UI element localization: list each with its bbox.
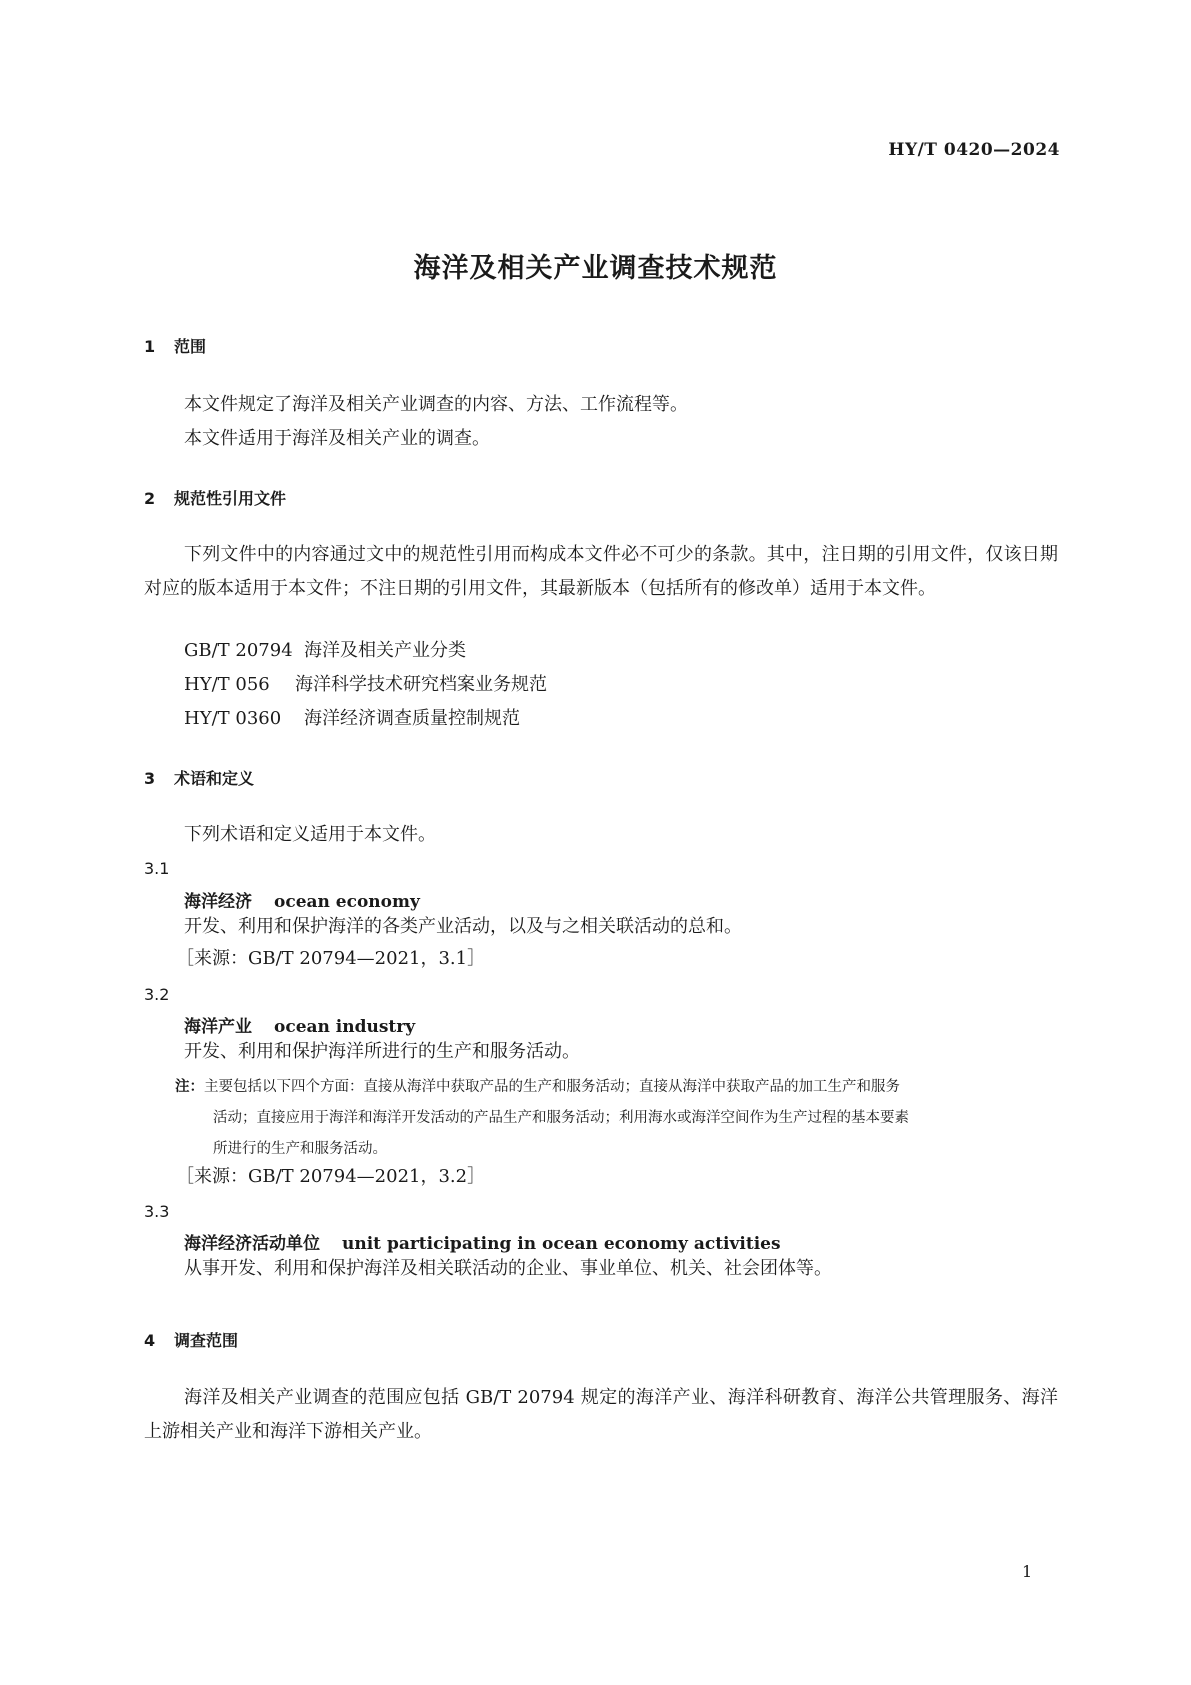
references-intro: 下列文件中的内容通过文中的规范性引用而构成本文件必不可少的条款。其中，注日期的引用文件，仅该日期对应的版本适用于本文件；不注日期的引用文件，其最新版本（包括所有的修改单）适用于本文件。	[144, 544, 1058, 599]
term-chinese: 海洋经济	[184, 892, 252, 912]
section-title: 术语和定义	[174, 769, 255, 788]
applicability-paragraph: 本文件适用于海洋及相关产业的调查。	[184, 428, 490, 449]
term-number: 3.2	[144, 985, 170, 1004]
term-chinese: 海洋产业	[184, 1017, 252, 1037]
term-definition: 开发、利用和保护海洋所进行的生产和服务活动。	[184, 1041, 580, 1062]
reference-code: HY/T 056	[184, 674, 270, 695]
term-source: ［来源：GB/T 20794—2021，3.1］	[176, 948, 486, 969]
term-note	[175, 1072, 1058, 1165]
section-1-heading	[144, 334, 206, 357]
section-3-heading	[144, 766, 254, 789]
term-source: ［来源：GB/T 20794—2021，3.2］	[176, 1166, 486, 1187]
section-number: 3	[144, 769, 156, 788]
section-1-paragraph	[144, 388, 1058, 456]
reference-code: GB/T 20794	[184, 640, 293, 661]
reference-code: HY/T 0360	[184, 708, 282, 729]
reference-item	[184, 668, 547, 702]
term-english: unit participating in ocean economy activities	[342, 1234, 781, 1254]
document-title: 海洋及相关产业调查技术规范	[413, 253, 778, 284]
term-english: ocean economy	[274, 892, 420, 912]
section-4-heading	[144, 1328, 238, 1351]
section-title: 范围	[174, 337, 207, 356]
reference-item	[184, 634, 466, 668]
survey-scope-paragraph: 海洋及相关产业调查的范围应包括 GB/T 20794 规定的海洋产业、海洋科研教育、海洋公共管理服务、海洋上游相关产业和海洋下游相关产业。	[144, 1387, 1058, 1442]
term-definition: 从事开发、利用和保护海洋及相关联活动的企业、事业单位、机关、社会团体等。	[184, 1258, 832, 1279]
terms-intro: 下列术语和定义适用于本文件。	[184, 824, 436, 845]
section-title: 规范性引用文件	[174, 489, 287, 508]
section-number: 1	[144, 337, 156, 356]
reference-title: 海洋及相关产业分类	[304, 640, 466, 661]
term-heading	[184, 1012, 415, 1037]
note-line: 活动；直接应用于海洋和海洋开发活动的产品生产和服务活动；利用海水或海洋空间作为生产过程的基本要素	[213, 1110, 909, 1126]
term-heading	[184, 1229, 781, 1254]
term-english: ocean industry	[274, 1017, 416, 1037]
section-2-heading	[144, 486, 286, 509]
reference-item	[184, 702, 520, 736]
section-number: 4	[144, 1331, 156, 1350]
document-code: HY/T 0420—2024	[888, 140, 1060, 160]
note-label: 注：	[175, 1079, 204, 1095]
reference-title: 海洋经济调查质量控制规范	[304, 708, 520, 729]
term-chinese: 海洋经济活动单位	[184, 1234, 320, 1254]
term-definition: 开发、利用和保护海洋的各类产业活动，以及与之相关联活动的总和。	[184, 916, 742, 937]
note-line: 所进行的生产和服务活动。	[213, 1141, 387, 1157]
section-number: 2	[144, 489, 156, 508]
term-number: 3.3	[144, 1202, 170, 1221]
note-line: 主要包括以下四个方面：直接从海洋中获取产品的生产和服务活动；直接从海洋中获取产品的加工生产和服务	[204, 1079, 900, 1095]
section-title: 调查范围	[174, 1331, 239, 1350]
scope-paragraph: 本文件规定了海洋及相关产业调查的内容、方法、工作流程等。	[184, 394, 688, 415]
page-number: 1	[1022, 1562, 1033, 1581]
reference-title: 海洋科学技术研究档案业务规范	[295, 674, 547, 695]
term-number: 3.1	[144, 859, 170, 878]
term-heading	[184, 887, 420, 912]
